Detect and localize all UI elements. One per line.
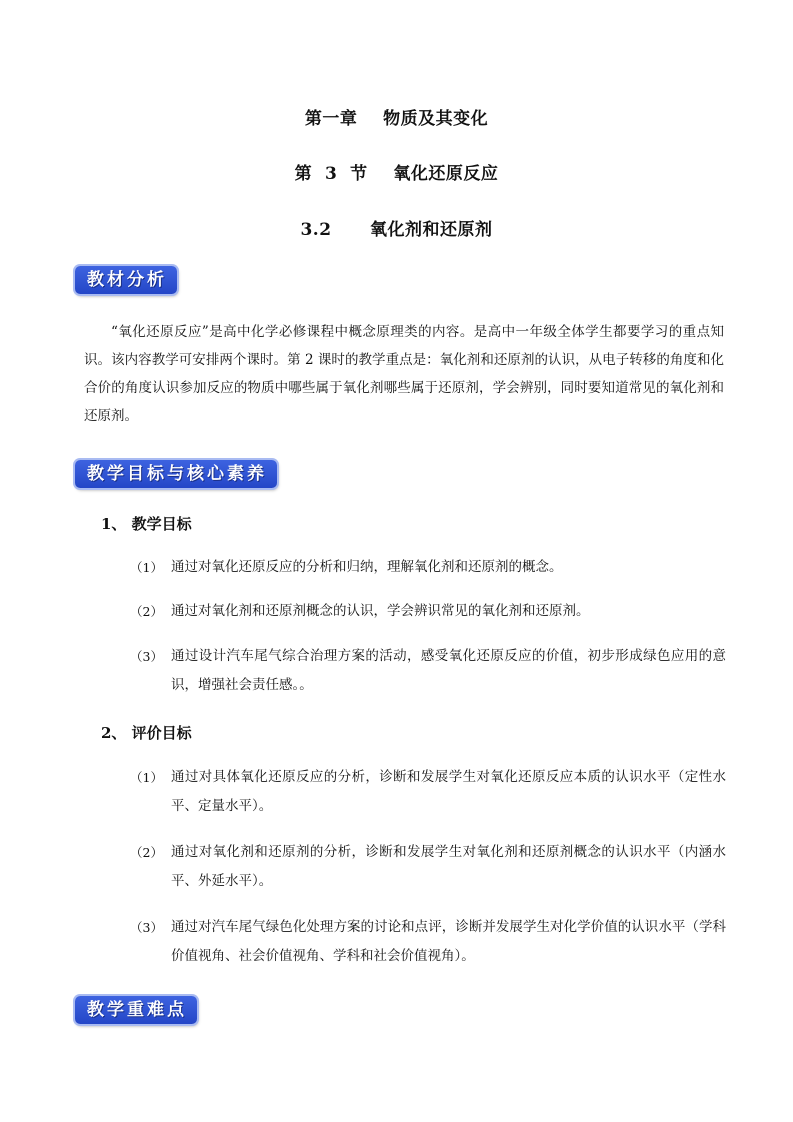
- item-text: 通过对氧化剂和还原剂的分析，诊断和发展学生对氧化剂和还原剂概念的认识水平（内涵水平、外延水平）。: [171, 844, 726, 889]
- item-number: （3）: [130, 920, 163, 935]
- item-number: （3）: [130, 649, 163, 664]
- item-text: 通过设计汽车尾气综合治理方案的活动，感受氧化还原反应的价值，初步形成绿色应用的意识，增强社会责任感。。: [171, 648, 726, 693]
- item-number: （1）: [130, 770, 163, 785]
- teaching-goals-heading: 1、 教学目标: [101, 515, 192, 533]
- item-number: （1）: [130, 560, 163, 575]
- evaluation-goal-item: [130, 913, 726, 971]
- evaluation-goals-heading: 2、 评价目标: [101, 724, 192, 742]
- subsection-title: 3.2 氧化剂和还原剂: [300, 220, 493, 240]
- item-number: （2）: [130, 845, 163, 860]
- item-text: 通过对具体氧化还原反应的分析，诊断和发展学生对氧化还原反应本质的认识水平（定性水平、定量水平）。: [171, 769, 726, 814]
- section-title: 第 3 节 氧化还原反应: [294, 164, 499, 184]
- banner-textbook-analysis: 教材分析: [75, 266, 177, 294]
- item-number: （2）: [130, 604, 163, 619]
- banner-objectives: 教学目标与核心素养: [75, 460, 277, 488]
- banner-key-points: 教学重难点: [75, 996, 197, 1024]
- teaching-goal-item: [130, 642, 726, 700]
- teaching-goal-item: [130, 597, 726, 626]
- evaluation-goal-item: [130, 763, 726, 821]
- chapter-title: 第一章 物质及其变化: [304, 109, 489, 129]
- evaluation-goal-item: [130, 838, 726, 896]
- teaching-goal-item: [130, 553, 726, 582]
- item-text: 通过对氧化剂和还原剂概念的认识，学会辨识常见的氧化剂和还原剂。: [171, 603, 590, 619]
- item-text: 通过对氧化还原反应的分析和归纳，理解氧化剂和还原剂的概念。: [171, 559, 563, 575]
- item-text: 通过对汽车尾气绿色化处理方案的讨论和点评，诊断并发展学生对化学价值的认识水平（学科价值视角、社会价值视角、学科和社会价值视角）。: [171, 919, 726, 964]
- analysis-paragraph: “氧化还原反应”是高中化学必修课程中概念原理类的内容。是高中一年级全体学生都要学习的重点知识。该内容教学可安排两个课时。第 2 课时的教学重点是：氧化剂和还原剂的认识，从电子转移的角度和化合价的角度认识参加反应的物质中哪些属于氧化剂哪些属于还原剂，学会辨别，同时要知道常见的氧化剂和还原剂。: [84, 324, 724, 424]
